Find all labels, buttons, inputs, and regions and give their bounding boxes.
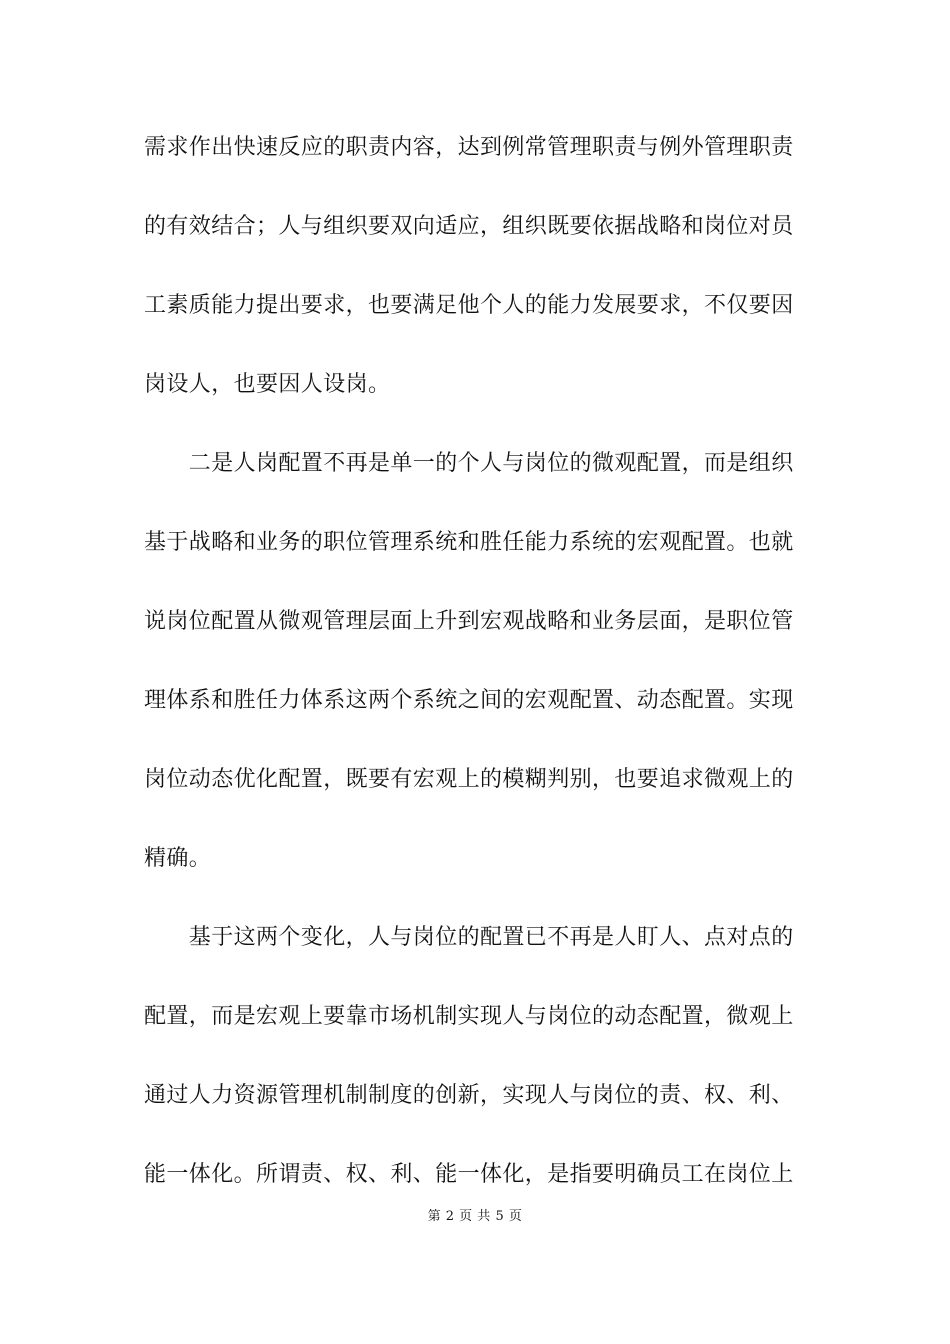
text-line: 二是人岗配置不再是单一的个人与岗位的微观配置，而是组织 (144, 451, 794, 476)
text-line: 岗位动态优化配置，既要有宏观上的模糊判别，也要追求微观上的 (144, 767, 794, 792)
text-line: 需求作出快速反应的职责内容，达到例常管理职责与例外管理职责 (144, 135, 794, 160)
text-line: 能一体化。所谓责、权、利、能一体化，是指要明确员工在岗位上 (144, 1162, 794, 1187)
text-line: 通过人力资源管理机制制度的创新，实现人与岗位的责、权、利、 (144, 1083, 794, 1108)
text-line: 精确。 (144, 846, 212, 871)
text-line: 基于战略和业务的职位管理系统和胜任能力系统的宏观配置。也就 (144, 530, 794, 555)
text-line: 基于这两个变化，人与岗位的配置已不再是人盯人、点对点的 (144, 925, 794, 950)
text-line: 配置，而是宏观上要靠市场机制实现人与岗位的动态配置，微观上 (144, 1004, 794, 1029)
text-line: 的有效结合；人与组织要双向适应，组织既要依据战略和岗位对员 (144, 214, 794, 239)
text-line: 岗设人，也要因人设岗。 (144, 372, 391, 397)
text-line: 理体系和胜任力体系这两个系统之间的宏观配置、动态配置。实现 (144, 688, 794, 713)
text-line: 说岗位配置从微观管理层面上升到宏观战略和业务层面，是职位管 (144, 609, 794, 634)
text-line: 工素质能力提出要求，也要满足他个人的能力发展要求，不仅要因 (144, 293, 794, 318)
page-number-footer: 第 2 页 共 5 页 (427, 1209, 523, 1224)
